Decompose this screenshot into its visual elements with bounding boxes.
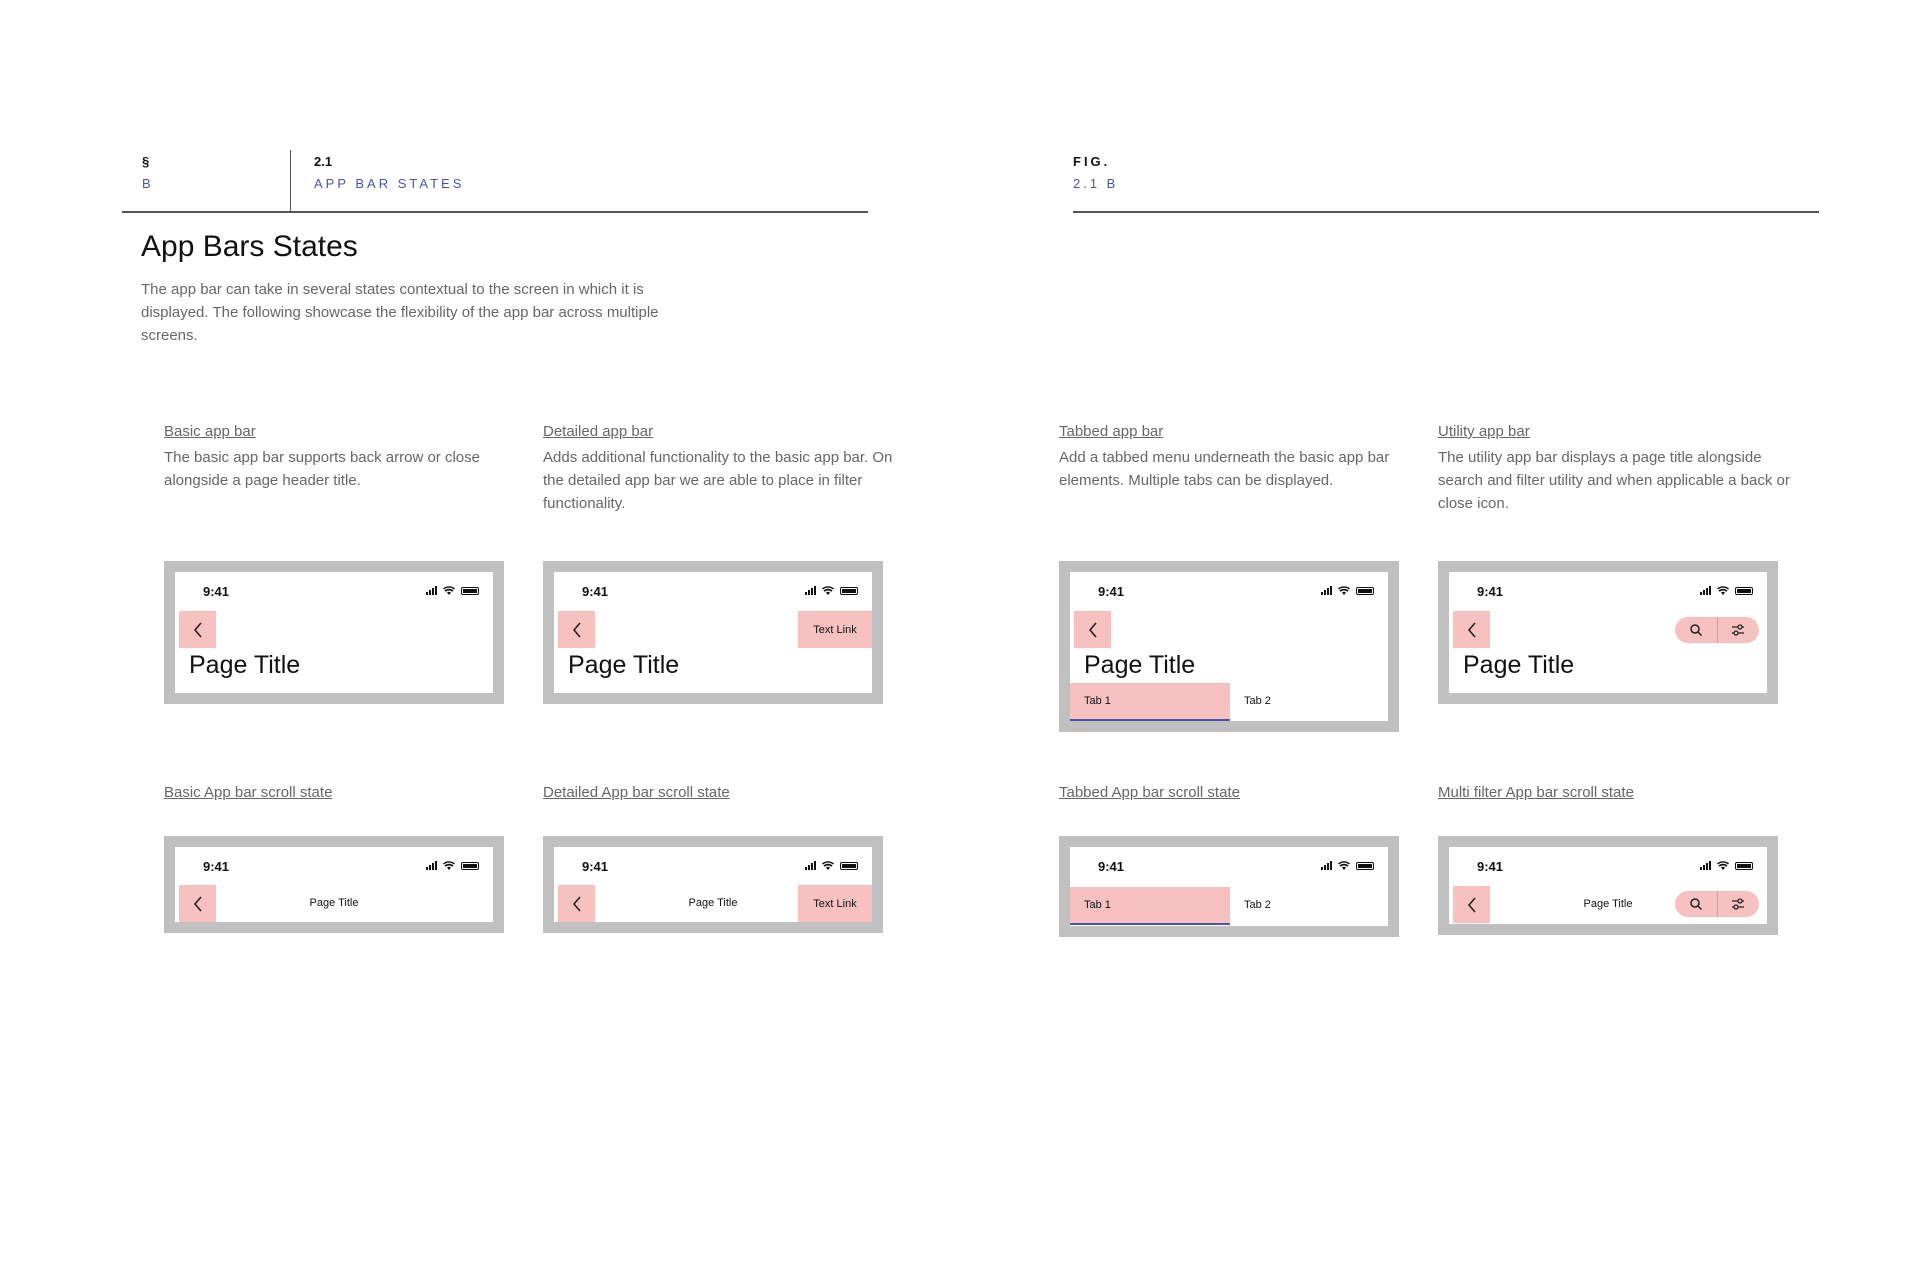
status-icons (1700, 861, 1753, 870)
mock-screen (554, 847, 872, 922)
caption-tabbed-scroll-state[interactable]: Tabbed App bar scroll state (1059, 784, 1240, 801)
status-icons (805, 861, 858, 870)
signal-icon (1321, 587, 1332, 595)
wifi-icon (822, 861, 834, 870)
page-title-small: Page Title (309, 897, 359, 909)
battery-icon (840, 587, 858, 595)
tab-2[interactable]: Tab 2 (1244, 695, 1271, 707)
utility-app-bar-mock (1438, 561, 1778, 704)
wifi-icon (443, 586, 455, 595)
signal-icon (1700, 587, 1711, 595)
text-link-button[interactable]: Text Link (798, 611, 872, 648)
back-button[interactable] (558, 611, 595, 648)
description-tabbed-app-bar: Add a tabbed menu underneath the basic app bar elements. Multiple tabs can be displayed. (1059, 449, 1390, 489)
signal-icon (426, 862, 437, 870)
back-chevron-icon (1466, 621, 1478, 639)
description-utility-app-bar: The utility app bar displays a page title alongside search and filter utility and when applicable a back or close icon. (1438, 449, 1790, 512)
caption-basic-app-bar[interactable]: Basic app bar (164, 423, 256, 440)
status-time: 9:41 (1477, 859, 1504, 874)
status-icons (1700, 586, 1753, 595)
wifi-icon (1338, 586, 1350, 595)
signal-icon (1321, 862, 1332, 870)
description-detailed-app-bar: Adds additional functionality to the basic app bar. On the detailed app bar we are able to place in filter functionality. (543, 449, 893, 512)
status-time: 9:41 (582, 859, 609, 874)
battery-icon (461, 587, 479, 595)
status-time: 9:41 (203, 859, 230, 874)
search-icon (1689, 897, 1703, 911)
tab-1[interactable]: Tab 1 (1070, 887, 1230, 925)
header-rule-right (1073, 211, 1819, 213)
caption-multi-filter-scroll-state[interactable]: Multi filter App bar scroll state (1438, 784, 1634, 801)
filter-icon (1731, 897, 1745, 911)
battery-icon (1735, 587, 1753, 595)
section-title: APP BAR STATES (314, 176, 465, 191)
battery-icon (461, 862, 479, 870)
tab-2[interactable]: Tab 2 (1244, 899, 1271, 911)
signal-icon (1700, 862, 1711, 870)
battery-icon (1356, 587, 1374, 595)
filter-button[interactable] (1717, 891, 1760, 917)
mock-screen (554, 572, 872, 693)
search-icon (1689, 623, 1703, 637)
status-icons (1321, 586, 1374, 595)
signal-icon (426, 587, 437, 595)
detailed-scroll-state-mock (543, 836, 883, 933)
section-letter: B (142, 176, 154, 191)
status-time: 9:41 (1098, 859, 1125, 874)
battery-icon (840, 862, 858, 870)
battery-icon (1735, 862, 1753, 870)
search-button[interactable] (1675, 617, 1717, 643)
status-time: 9:41 (203, 584, 230, 599)
signal-icon (805, 587, 816, 595)
wifi-icon (443, 861, 455, 870)
status-icons (426, 861, 479, 870)
utility-pill (1675, 617, 1759, 643)
page-title-small: Page Title (1583, 898, 1633, 910)
back-chevron-icon (571, 621, 583, 639)
fig-number: 2.1 B (1073, 176, 1119, 191)
tab-bar (1070, 683, 1388, 721)
wifi-icon (1338, 861, 1350, 870)
basic-scroll-state-mock (164, 836, 504, 933)
status-icons (805, 586, 858, 595)
basic-app-bar-mock (164, 561, 504, 704)
intro-text: The app bar can take in several states contextual to the screen in which it is displayed. The following showcase the flexibility of the app bar across multiple screens. (141, 281, 659, 344)
mock-screen (1070, 847, 1388, 926)
caption-tabbed-app-bar[interactable]: Tabbed app bar (1059, 423, 1164, 440)
page-title-large: Page Title (568, 651, 680, 679)
fig-label: FIG. (1073, 154, 1111, 169)
wifi-icon (1717, 586, 1729, 595)
wifi-icon (1717, 861, 1729, 870)
status-icons (1321, 861, 1374, 870)
tab-bar (1070, 887, 1388, 925)
mock-screen (1070, 572, 1388, 721)
back-button[interactable] (1453, 611, 1490, 648)
mock-screen (1449, 572, 1767, 693)
search-button[interactable] (1675, 891, 1717, 917)
mock-screen (175, 572, 493, 693)
mock-screen (1449, 847, 1767, 924)
header-rule-left (122, 211, 868, 213)
tabbed-app-bar-mock (1059, 561, 1399, 732)
description-basic-app-bar: The basic app bar supports back arrow or close alongside a page header title. (164, 449, 480, 489)
page-title: App Bars States (141, 230, 358, 263)
page-title-large: Page Title (1463, 651, 1575, 679)
section-number: 2.1 (314, 154, 333, 169)
tab-1[interactable]: Tab 1 (1070, 683, 1230, 721)
utility-pill (1675, 891, 1759, 917)
detailed-app-bar-mock (543, 561, 883, 704)
section-symbol: § (142, 154, 151, 169)
back-button[interactable] (1074, 611, 1111, 648)
filter-button[interactable] (1717, 617, 1760, 643)
status-icons (426, 586, 479, 595)
status-time: 9:41 (1477, 584, 1504, 599)
mock-screen (175, 847, 493, 922)
multi-filter-scroll-state-mock (1438, 836, 1778, 935)
caption-detailed-scroll-state[interactable]: Detailed App bar scroll state (543, 784, 730, 801)
back-chevron-icon (192, 621, 204, 639)
battery-icon (1356, 862, 1374, 870)
back-button[interactable] (179, 611, 216, 648)
caption-utility-app-bar[interactable]: Utility app bar (1438, 423, 1530, 440)
page-title-large: Page Title (1084, 651, 1196, 679)
text-link-button[interactable]: Text Link (798, 885, 872, 922)
tabbed-scroll-state-mock (1059, 836, 1399, 937)
back-chevron-icon (1087, 621, 1099, 639)
signal-icon (805, 862, 816, 870)
page-title-large: Page Title (189, 651, 301, 679)
status-time: 9:41 (1098, 584, 1125, 599)
caption-basic-scroll-state[interactable]: Basic App bar scroll state (164, 784, 333, 801)
filter-icon (1731, 623, 1745, 637)
caption-detailed-app-bar[interactable]: Detailed app bar (543, 423, 654, 440)
status-time: 9:41 (582, 584, 609, 599)
page-title-small: Page Title (688, 897, 738, 909)
wifi-icon (822, 586, 834, 595)
header-divider (290, 150, 291, 212)
